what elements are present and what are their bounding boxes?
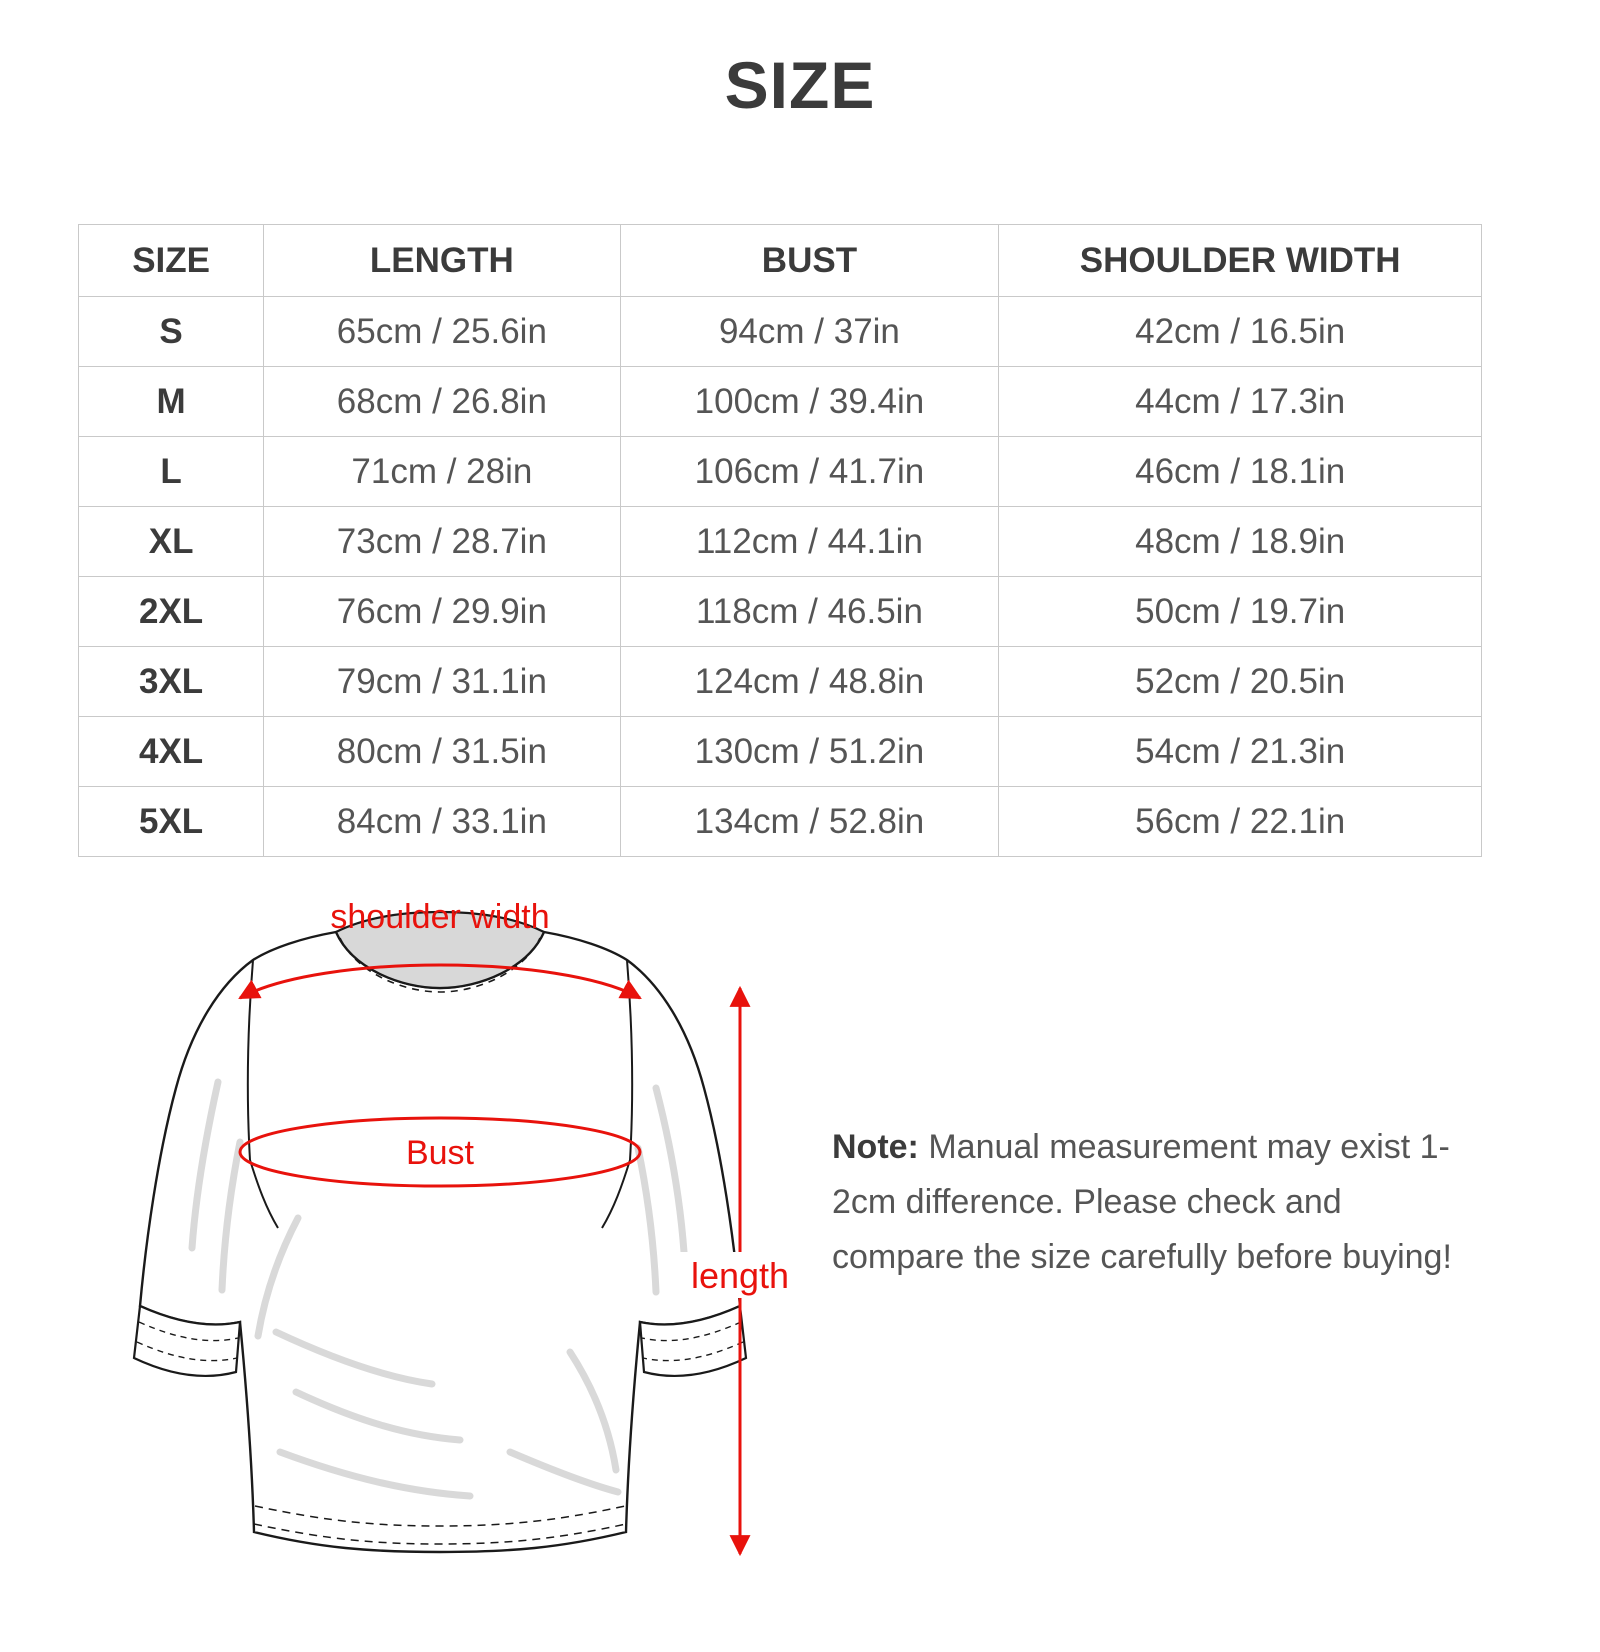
cell-bust: 94cm / 37in [620, 297, 999, 367]
length-label: length [690, 1255, 790, 1296]
cell-bust: 100cm / 39.4in [620, 367, 999, 437]
cell-length: 76cm / 29.9in [264, 577, 620, 647]
cell-shoulder-width: 56cm / 22.1in [999, 787, 1482, 857]
bust-label: Bust [405, 1134, 475, 1172]
column-header-size: SIZE [79, 225, 264, 297]
shoulder-width-label: shoulder width [330, 898, 550, 936]
cell-length: 84cm / 33.1in [264, 787, 620, 857]
cell-size: S [79, 297, 264, 367]
cell-size: 4XL [79, 717, 264, 787]
column-header-bust: BUST [620, 225, 999, 297]
cell-size: M [79, 367, 264, 437]
table-row [79, 647, 1482, 717]
cell-size: 5XL [79, 787, 264, 857]
table-row [79, 787, 1482, 857]
cell-length: 73cm / 28.7in [264, 507, 620, 577]
cell-shoulder-width: 54cm / 21.3in [999, 717, 1482, 787]
cell-shoulder-width: 52cm / 20.5in [999, 647, 1482, 717]
cell-length: 68cm / 26.8in [264, 367, 620, 437]
cell-shoulder-width: 44cm / 17.3in [999, 367, 1482, 437]
table-header-row [79, 225, 1482, 297]
table-row [79, 507, 1482, 577]
cell-bust: 130cm / 51.2in [620, 717, 999, 787]
cell-bust: 124cm / 48.8in [620, 647, 999, 717]
cell-bust: 134cm / 52.8in [620, 787, 999, 857]
cell-size: 3XL [79, 647, 264, 717]
size-table [78, 224, 1482, 857]
note-text: Manual measurement may exist 1-2cm difference. Please check and compare the size carefully before buying! [832, 1128, 1452, 1277]
note-block [832, 1120, 1472, 1285]
cell-bust: 112cm / 44.1in [620, 507, 999, 577]
table-row [79, 297, 1482, 367]
column-header-shoulder-width: SHOULDER WIDTH [999, 225, 1482, 297]
table-row [79, 367, 1482, 437]
cell-shoulder-width: 50cm / 19.7in [999, 577, 1482, 647]
cell-size: L [79, 437, 264, 507]
shirt-diagram-svg [40, 892, 800, 1632]
cell-bust: 118cm / 46.5in [620, 577, 999, 647]
garment-measurement-diagram [40, 892, 800, 1632]
cell-bust: 106cm / 41.7in [620, 437, 999, 507]
page-title: SIZE [724, 48, 876, 122]
table-row [79, 437, 1482, 507]
cell-length: 71cm / 28in [264, 437, 620, 507]
note-label: Note: [832, 1128, 919, 1166]
cell-shoulder-width: 48cm / 18.9in [999, 507, 1482, 577]
table-row [79, 717, 1482, 787]
cell-length: 65cm / 25.6in [264, 297, 620, 367]
cell-size: XL [79, 507, 264, 577]
column-header-length: LENGTH [264, 225, 620, 297]
cell-length: 79cm / 31.1in [264, 647, 620, 717]
cell-size: 2XL [79, 577, 264, 647]
cell-length: 80cm / 31.5in [264, 717, 620, 787]
cell-shoulder-width: 46cm / 18.1in [999, 437, 1482, 507]
table-row [79, 577, 1482, 647]
size-chart [78, 224, 1482, 857]
cell-shoulder-width: 42cm / 16.5in [999, 297, 1482, 367]
